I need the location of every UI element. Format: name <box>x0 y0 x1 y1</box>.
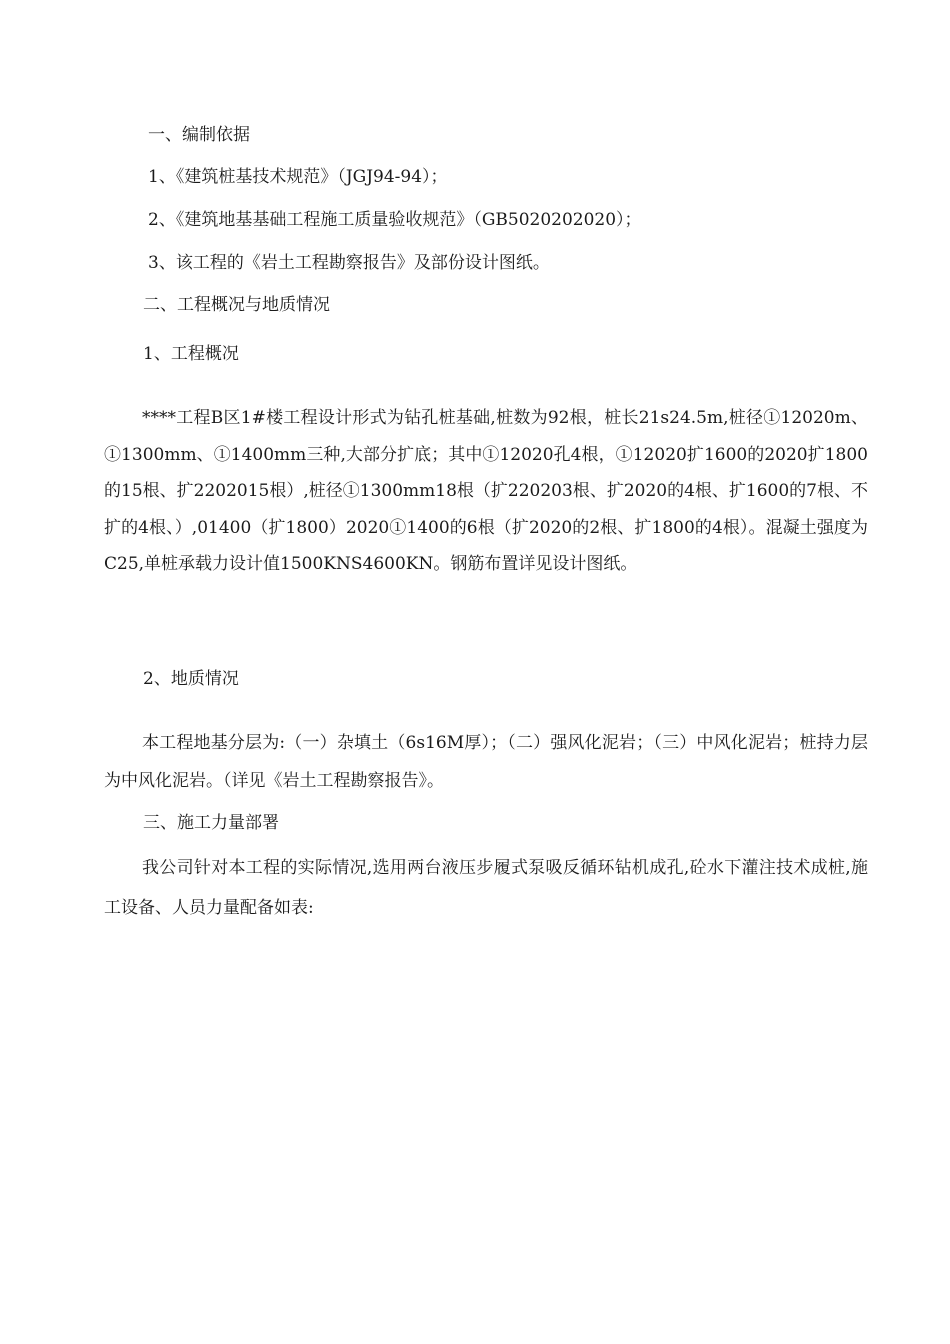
section-heading-project-overview: 二、工程概况与地质情况 <box>143 295 330 315</box>
geology-paragraph: 本工程地基分层为:（一）杂填土（6s16M厚）；（二）强风化泥岩；（三）中风化泥岩；桩持力层为中风化泥岩。（详见《岩土工程勘察报告》。 <box>104 733 868 791</box>
section-heading-compilation-basis: 一、编制依据 <box>148 125 250 145</box>
subsection-heading-geology: 2、地质情况 <box>143 669 239 689</box>
basis-item-1: 1、《建筑桩基技术规范》（JGJ94-94）； <box>148 167 448 187</box>
basis-item-3: 3、该工程的《岩土工程勘察报告》及部份设计图纸。 <box>148 253 550 273</box>
deployment-paragraph: 我公司针对本工程的实际情况,选用两台液压步履式泵吸反循环钻机成孔,砼水下灌注技术成桩,施工设备、人员力量配备如表: <box>104 858 868 918</box>
overview-paragraph: ****工程B区1#楼工程设计形式为钻孔桩基础,桩数为92根，桩长21s24.5m,桩径①12020m、①1300mm、①1400mm三种,大部分扩底；其中①12020孔4根，①12020扩1600的2020扩1800的15根、扩2202015根）,桩径①1300mm18根（扩220203根、扩2020的4根、扩1600的7根、不扩的4根、）,01400（扩1800）2020①1400的6根（扩2020的2根、扩1800的4根）。混凝土强度为C25,单桩承载力设计值1500KNS4600KN。钢筋布置详见设计图纸。 <box>104 408 868 574</box>
subsection-heading-overview: 1、工程概况 <box>143 344 239 364</box>
section-heading-deployment: 三、施工力量部署 <box>143 813 279 833</box>
basis-item-2: 2、《建筑地基基础工程施工质量验收规范》（GB5020202020）； <box>148 210 642 230</box>
